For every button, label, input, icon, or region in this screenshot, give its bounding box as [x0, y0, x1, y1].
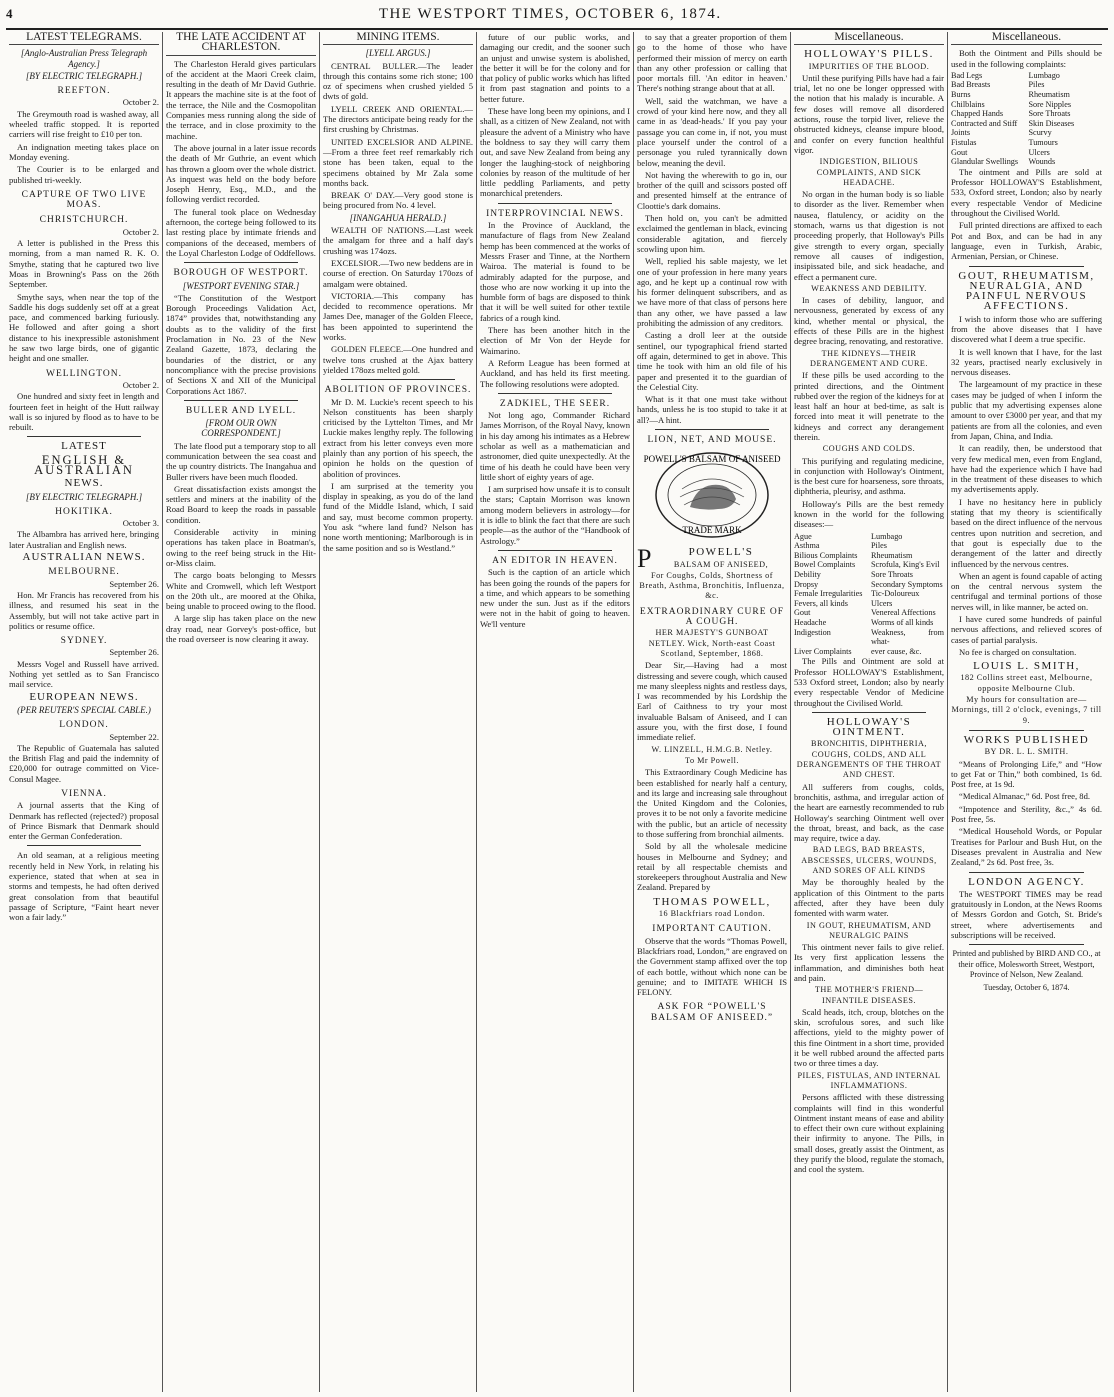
- newspaper-title: THE WESTPORT TIMES, OCTOBER 6, 1874.: [378, 6, 722, 22]
- date: October 2.: [122, 379, 159, 390]
- article-text: I have no hesitancy here in publicly stating that my theory is scientifically based on the direct influence of the nervous centres upon nutrition and secretion, and that gout is especially due to the derangement of the latter and directly influenced by the nervous centres.: [951, 496, 1102, 569]
- section-heading: MINING ITEMS.: [323, 32, 473, 45]
- list-item: Sore Throats: [871, 570, 913, 580]
- article-text: GOLDEN FLEECE.—One hundred and twelve tons crushed at the Ajax battery yielded 178ozs melted gold.: [323, 344, 473, 375]
- article-text: The above journal in a later issue records the death of Mr Guthrie, an event which has thrown a gloom over the whole district. As inquest was held on the body before Joseph Henry, Esq., M.D., and the following verdict recorded.: [166, 142, 316, 205]
- headline-european-news: EUROPEAN NEWS.: [29, 690, 139, 703]
- headline-borough: BOROUGH OF WESTPORT.: [173, 268, 309, 279]
- article-text: The funeral took place on Wednesday afternoon, the cortege being followed to its last resting place by intimate friends and companions of the deceased, members of the Loyal Charleston Lodge of Oddfellows.: [166, 206, 316, 258]
- article-text: What is it that one must take without hands, unless he is too stupid to take it at all?—A hint.: [637, 394, 787, 425]
- article-text: Not having the wherewith to go in, our brother of the quill and scissors posted off and presented himself at the entrance of Cloottie's dark domains.: [637, 169, 787, 211]
- advert-subhead: IMPURITIES OF THE BLOOD.: [808, 61, 930, 71]
- list-item: Ulcers: [871, 598, 893, 608]
- advert-subhead: THE KIDNEYS—THEIR DERANGEMENT AND CURE.: [810, 348, 928, 368]
- article-text: EXCELSIOR.—Two new beddens are in course of erection. On Saturday 170ozs of amalgam were obtained.: [323, 257, 473, 289]
- headline-latest: LATEST: [61, 440, 107, 453]
- column-6: [791, 32, 948, 1392]
- list-item: Ulcers: [1028, 147, 1050, 157]
- complaint-list: [951, 71, 1102, 167]
- headline-zadkiel: ZADKIEL, THE SEER.: [499, 398, 611, 409]
- dateline-sydney: SYDNEY.: [60, 636, 108, 647]
- list-item: Burns: [951, 90, 971, 100]
- headline-ask-for: ASK FOR “POWELL'S BALSAM OF ANISEED.”: [650, 1002, 774, 1023]
- article-text: A large slip has taken place on the new dray road, near Gorvey's post-office, but the road overseer is now clearing it away.: [166, 613, 316, 645]
- article-text: No fee is charged on consultation.: [959, 646, 1077, 657]
- list-item: Skin Diseases: [1028, 118, 1075, 128]
- list-item: Joints: [951, 128, 971, 138]
- list-item: Piles: [871, 541, 887, 551]
- advert-text: To Mr Powell.: [685, 755, 739, 765]
- article-text: WEALTH OF NATIONS.—Last week the amalgam for three and a half day's crushing was 174ozs.: [323, 225, 473, 256]
- article-text: Dear Sir,—Having had a most distressing and severe cough, which caused me many sleepless nights and restless days, I was recommended by his Lordship the Earl of Caithness to try your most invaluable Balsam of Aniseed, and I can assure you, with the first dose, I found immediate relief.: [637, 660, 787, 743]
- article-text: Full printed directions are affixed to each Pot and Box, and can be had in any language, even in Turkish, Arabic, Armenian, Persian, or Chinese.: [951, 220, 1102, 262]
- advert-title: LONDON AGENCY.: [968, 875, 1085, 888]
- list-item: Glandular Swellings: [951, 157, 1019, 167]
- list-item: Ague: [794, 531, 812, 541]
- article-text: It is well known that I have, for the last 32 years, practised nearly exclusively in nervous diseases.: [951, 346, 1102, 378]
- article-text: “Medical Almanac,” 6d. Post free, 8d.: [959, 791, 1091, 802]
- advert-text: HER MAJESTY'S GUNBOAT NETLEY. Wick, North-east Coast Scotland, September, 1868.: [648, 628, 776, 658]
- source-note: [LYELL ARGUS.]: [365, 48, 431, 59]
- agency-note: [Anglo-Australian Press Telegraph Agency.]: [20, 48, 148, 69]
- headline-news: NEWS.: [64, 477, 104, 490]
- advert-name: LOUIS L. SMITH,: [973, 660, 1080, 673]
- headline-interprovincial: INTERPROVINCIAL NEWS.: [486, 208, 624, 219]
- article-text: These have long been my opinions, and I shall, as a citizen of New Zealand, not with pleasure the advent of a Ministry who have the boldness to say they will carry them out, and save New Zealand from being any longer the laughing-stock of neighboring colonies by reason of the multitude of her little peddling Parliaments, and petty monarchical pretenders.: [480, 106, 630, 199]
- dateline-hokitika: HOKITIKA.: [55, 506, 113, 517]
- list-item: Rheumatism: [871, 550, 913, 560]
- column-7: [948, 32, 1105, 1392]
- list-item: Indigestion: [794, 627, 831, 637]
- list-item: Gout: [794, 608, 811, 618]
- article-text: Observe that the words “Thomas Powell, Blackfriars road, London,” are engraved on the Government stamp affixed over the top of each bottle, without which none can be genuine; and to IMITATE WHICH IS FELONY.: [637, 935, 787, 998]
- column-4: [477, 32, 634, 1392]
- advert-subhead: IN GOUT, RHEUMATISM, AND NEURALGIC PAINS: [806, 920, 932, 940]
- article-text: Such is the caption of an article which has been going the rounds of the papers for a time, and which appears to be something new under the sun. Just as if the editors were not in the habit of going to heaven. We'll venture: [480, 567, 630, 629]
- byline: (PER REUTER'S SPECIAL CABLE.): [17, 704, 151, 715]
- advert-title: HOLLOWAY'S PILLS.: [804, 48, 934, 61]
- article-text: The WESTPORT TIMES may be read gratuitously in London, at the News Rooms of Messrs Gordon and Gotch, St. Bride's street, where advertisements and subscriptions will be received.: [951, 888, 1102, 941]
- article-text: All sufferers from coughs, colds, bronchitis, asthma, and irregular action of the heart are earnestly recommended to rub Holloway's searching Ointment well over the throat, breast, and back, as the case may require, twice a day.: [794, 781, 944, 844]
- article-text: CENTRAL BULLER.—The leader through this contains some rich stone; 100 oz of specimens when crushed yielded 5 dwts of gold.: [323, 60, 473, 102]
- list-item: Tic-Doloureux: [871, 589, 920, 599]
- article-text: Hon. Mr Francis has recovered from his illness, and resumed his seat in the Assembly, but will not take active part in politics or resume office.: [9, 589, 159, 631]
- list-item: Scurvy: [1028, 128, 1052, 138]
- list-item: Contracted and Stiff: [951, 118, 1018, 128]
- section-heading: LATEST TELEGRAMS.: [9, 32, 159, 45]
- list-item: Secondary Symptoms: [871, 579, 943, 589]
- article-text: “Means of Prolonging Life,” and “How to get Fat or Thin,” both combined, 1s 6d. Post free, at 1s 9d.: [951, 758, 1102, 790]
- list-item: Lumbago: [871, 531, 903, 541]
- article-text: In cases of debility, languor, and nervousness, generated by excess of any kind, whether mental or physical, the effects of these Pills are in the highest degree bracing, renovating, and restorative.: [794, 295, 944, 347]
- section-heading: Miscellaneous.: [794, 32, 944, 45]
- headline-lion-net-mouse: LION, NET, AND MOUSE.: [647, 434, 777, 445]
- dateline-christchurch: CHRISTCHURCH.: [39, 215, 129, 226]
- column-2: [163, 32, 320, 1392]
- article-text: The Albambra has arrived here, bringing later Australian and English news.: [9, 529, 159, 550]
- column-3: [320, 32, 477, 1392]
- article-text: No organ in the human body is so liable to disorder as the liver. Remember when nausea, flatulency, or acidity on the stomach, warns us that digestion is not proceeding properly, that Holloway's Pills give strength to every organ, specially remove all causes of indigestion, insipissated bile, and sick headache, and effect a permanent cure.: [794, 189, 944, 282]
- date: September 26.: [109, 578, 159, 589]
- list-item: Tumours: [1028, 138, 1058, 148]
- list-item: Gout: [951, 147, 968, 157]
- columns: [6, 32, 1108, 1392]
- article-text: “Impotence and Sterility, &c.,” 4s 6d. Post free, 5s.: [951, 803, 1102, 825]
- article-text: A Reform League has been formed at Auckland, and has held its first meeting. The following resolutions were adopted.: [480, 357, 630, 389]
- article-text: Sold by all the wholesale medicine houses in Melbourne and Sydney; and retail by all respectable chemists and storekeepers throughout Australia and New Zealand. Prepared by: [637, 841, 787, 893]
- article-text: In the Province of Auckland, the manufacture of flags from New Zealand hemp has been commenced at the works of Messrs Fraser and Tinne, at the Northern Wairoa. The material is found to be admirably adapted for the purpose, and those who are now working it up into the humble form of bags are disposed to think that it will be well suited for other textile fabrics of a rough kind.: [480, 220, 630, 323]
- signature: W. LINZELL, H.M.G.B. Netley.: [651, 744, 773, 754]
- article-text: “The Constitution of the Westport Borough Proceedings Validation Act, 1874” provides that, notwithstanding any doubts as to the validity of the first Proclamation in No. 23 of the New Zealand Gazette, 1873, declaring the boundaries of the district, or any noncompliance with the precise provisions of Sections X and XII of the Municipal Corporations Act 1867.: [166, 292, 316, 396]
- article-text: The Republic of Guatemala has saluted the British Flag and paid the indemnity of £20,000 for outrage committed on Vice-Consul Magee.: [9, 742, 159, 784]
- dateline-reefton: REEFTON.: [57, 86, 111, 97]
- dateline-london: LONDON.: [59, 720, 109, 731]
- article-text: I wish to inform those who are suffering from the above diseases that I have discovered what I deem a true specific.: [951, 313, 1102, 345]
- list-item: Wounds: [1028, 157, 1056, 167]
- article-text: This Extraordinary Cough Medicine has been established for nearly half a century, and its large and increasing sale throughout the United Kingdom and the Colonies, proves it to be not only a favorite medicine with the public, but an article of necessity to those suffering from bronchial ailments.: [637, 767, 787, 839]
- article-text: This ointment never fails to give relief. Its very first application lessens the inflammation, and diminishes both heat and pain.: [794, 942, 944, 983]
- advert-subtitle: BALSAM OF ANISEED,: [673, 559, 769, 569]
- advert-title: WORKS PUBLISHED: [963, 733, 1090, 746]
- section-heading: Miscellaneous.: [951, 32, 1102, 45]
- date: October 2.: [122, 97, 159, 108]
- headline-caution: IMPORTANT CAUTION.: [652, 924, 772, 935]
- article-text: BREAK O' DAY.—Very good stone is being procured from No. 4 level.: [323, 190, 473, 211]
- article-text: The largeamount of my practice in these cases may be judged of when I inform the public that my advertising expenses alone amount to over £3000 per year, and that my patients are from all the colonies, and even from Japan, China, and India.: [951, 379, 1102, 441]
- article-text: The cargo boats belonging to Messrs White and Cromwell, which left Westport on the 20th ult., are moored at the Ohika, being unable to proceed owing to the flood.: [166, 570, 316, 612]
- article-text: VICTORIA.—This company has decided to recommence operations. Mr James Dee, manager of the Golden Fleece, has been appointed to superintend the works.: [323, 290, 473, 343]
- article-text: Well, said the watchman, we have a crowd of your kind here now, and they all came in as 'dead-heads.' If you pay your passage you can come in, if not, you must place yourself under the control of a personage you ruled tyrannically down below, meaning the devil.: [637, 95, 787, 168]
- masthead: [6, 6, 1108, 30]
- date: September 26.: [109, 647, 159, 658]
- list-item: Scrofula, King's Evil: [871, 560, 940, 570]
- article-text: Not long ago, Commander Richard James Morrison, of the Royal Navy, known in his day among his intimates as a Hebrew scholar as well as a mathematician and astronomer, died quite unexpectedly. At the time of his death he could have been very little short of eighty years of age.: [480, 410, 630, 482]
- article-text: Messrs Vogel and Russell have arrived. Nothing yet settled as to San Francisco mail service.: [9, 658, 159, 690]
- headline-editor-heaven: AN EDITOR IN HEAVEN.: [492, 555, 618, 566]
- page-number: 4: [6, 6, 13, 21]
- headline-moas: CAPTURE OF TWO LIVE MOAS.: [21, 189, 147, 211]
- source-note: [INANGAHUA HERALD.]: [349, 212, 447, 223]
- byline: [BY ELECTRIC TELEGRAPH.]: [25, 70, 143, 81]
- headline-eng-aus: ENGLISH & AUSTRALIAN: [34, 452, 134, 477]
- article-text: There has been another hitch in the election of Mr Von der Heyde for Waimarino.: [480, 325, 630, 356]
- advert-subhead: INDIGESTION, BILIOUS COMPLAINTS, AND SICK HEADACHE.: [816, 157, 922, 187]
- list-item: Dropsy: [794, 579, 819, 589]
- article-text: A letter is published in the Press this morning, from a man named R. K. O. Smythe, stating that he captured two live Moas in Browning's Pass on the 26th September.: [9, 238, 159, 290]
- column-1: [6, 32, 163, 1392]
- headline-buller: BULLER AND LYELL.: [185, 405, 297, 416]
- headline-abolition: ABOLITION OF PROVINCES.: [324, 385, 472, 396]
- list-item: Asthma: [794, 541, 820, 551]
- advert-text: For Coughs, Colds, Shortness of Breath, Asthma, Bronchitis, Influenza, &c.: [639, 570, 785, 601]
- svg-text:TRADE MARK: TRADE MARK: [682, 525, 742, 536]
- list-item: Lumbago: [1028, 70, 1060, 80]
- list-item: Headache: [794, 618, 827, 627]
- powells-trade-mark-seal: [643, 449, 781, 541]
- list-item: Female Irregularities: [794, 589, 863, 599]
- article-text: Smythe says, when near the top of the Saddle his dogs suddenly set off at a great pace, and commenced barking furiously. He followed and after going a short distance to his inexpressible astonishment he saw two large birds, one of gigantic height and one smaller.: [9, 291, 159, 364]
- article-text: Considerable activity in mining operations has taken place in Boatman's, owing to the reef being struck in the Hit-or-Miss claim.: [166, 527, 316, 568]
- column-5: [634, 32, 791, 1392]
- headline-australian-news: AUSTRALIAN NEWS.: [22, 551, 146, 564]
- article-text: Until these purifying Pills have had a fair trial, let no one be longer oppressed with the notion that his malady is incurable. A few doses will remove all disordered actions, rouse the torpid liver, relieve the obstructed kidneys, cleanse impure blood, and confer on every function healthful vigor.: [794, 72, 945, 155]
- article-text: Holloway's Pills are the best remedy known in the world for the following diseases:—: [794, 498, 944, 530]
- list-item: Sore Throats: [1028, 109, 1071, 119]
- advert-subhead: THE MOTHER'S FRIEND—INFANTILE DISEASES.: [814, 985, 924, 1005]
- article-text: “Medical Household Words, or Popular Treatises for Parlour and Bush Hut, on the Diseases prevalent in Australia and New Zealand,” 2s 6d. Post free, 3s.: [951, 826, 1102, 868]
- dateline-wellington: WELLINGTON.: [46, 368, 122, 379]
- article-text: Both the Ointment and Pills should be used in the following complaints:: [951, 48, 1102, 69]
- advert-address: 16 Blackfriars road London.: [658, 909, 766, 919]
- list-item: Liver Complaints: [794, 646, 852, 656]
- article-text: Casting a droll leer at the outside sentinel, our typographical friend started off again, determined to get in above. This time he took with him an old file of his paper and presented it to the guardian of the Celestial City.: [637, 330, 787, 392]
- list-item: Chapped Hands: [951, 109, 1004, 119]
- dateline-vienna: VIENNA.: [61, 789, 107, 799]
- article-text: An indignation meeting takes place on Monday evening.: [9, 141, 159, 162]
- advert-subhead: COUGHS AND COLDS.: [822, 444, 916, 454]
- list-item: Chilblains: [951, 99, 985, 109]
- article-text: Persons afflicted with these distressing complaints will find in this wonderful Ointment instant means of ease and ability to effect their own cure without explaining their infirmity to anyone. The Pills, in small doses, greatly assist the Ointment, as they purify the blood, regulate the stomach, and cool the system.: [794, 1092, 944, 1175]
- article-text: If these pills be used according to the printed directions, and the Ointment rubbed over the region of the kidneys for at least half an hour at bed-time, as salt is forced into meat it will penetrate to the kidneys and correct any derangement therein.: [794, 370, 944, 442]
- advert-title: GOUT, RHEUMATISM, NEURALGIA, AND PAINFUL NERVOUS AFFECTIONS.: [958, 269, 1095, 313]
- list-item: Weakness, from what-: [871, 627, 944, 647]
- list-item: ever cause, &c.: [871, 646, 922, 656]
- advert-title: P POWELL'S: [637, 544, 754, 574]
- list-item: Bowel Complaints: [794, 560, 856, 570]
- article-text: The late flood put a temporary stop to all communication between the sea coast and the up country districts. The Inangahua and Buller rivers have been much flooded.: [166, 440, 316, 482]
- source-note: [WESTPORT EVENING STAR.]: [182, 280, 300, 291]
- list-item: Rheumatism: [1028, 90, 1070, 100]
- imprint: Printed and published by BIRD AND CO., at their office, Molesworth Street, Westport, Province of Nelson, New Zealand.: [952, 949, 1101, 979]
- advert-subhead: WEAKNESS AND DEBILITY.: [811, 283, 927, 293]
- list-item: Venereal Affections: [871, 608, 936, 618]
- advert-hours: My hours for consultation are—Mornings, till 2 o'clock, evenings, 7 till 9.: [951, 695, 1102, 725]
- article-text: Mr D. M. Luckie's recent speech to his Nelson constituents has been sharply criticised by the Lyttelton Times, and Mr Luckie makes lengthy reply. The following extract from his letter conveys even more plainly than any portion of his speech, the opinion he holds on the question of abolition of provinces.: [323, 396, 473, 479]
- article-text: When an agent is found capable of acting on the central nervous system the centrifugal and terminal portions of those nerves will, in like manner, be acted on.: [951, 570, 1102, 612]
- list-item: Debility: [794, 570, 821, 580]
- list-item: Bad Breasts: [951, 80, 991, 90]
- article-text: I am surprised at the temerity you display in speaking, as you do of the land fund of the Middle Island, which, I said and say, must become common property. You ask “where land fund? Nelson has none worth mentioning; Marlborough is in the same position and so is Westland.”: [323, 480, 473, 553]
- article-text: LYELL CREEK AND ORIENTAL.—The directors anticipate being ready for the first crushing by Christmas.: [323, 103, 473, 135]
- byline: [BY ELECTRIC TELEGRAPH.]: [25, 491, 143, 502]
- article-text: The Courier is to be enlarged and published tri-weekly.: [9, 164, 159, 185]
- article-text: Then hold on, you can't be admitted exclaimed the gentleman in black, evincing considerable agitation, and fiercely scowling upon him.: [637, 213, 787, 254]
- list-item: Fevers, all kinds: [794, 598, 848, 608]
- date: October 3.: [122, 518, 159, 529]
- list-item: Sore Nipples: [1028, 99, 1072, 109]
- article-text: It can readily, then, be understood that very few medical men, even from England, have had the experience which I have had in the treatment of these diseases to which my advertisements apply.: [951, 443, 1102, 495]
- article-text: UNITED EXCELSIOR AND ALPINE.—From a three feet reef remarkably rich stone has been taken, equal to the specimens obtained by Mr Zala some months back.: [323, 136, 473, 188]
- list-item: Bad Legs: [951, 70, 983, 80]
- date: September 22.: [109, 731, 159, 742]
- date: October 2.: [122, 226, 159, 237]
- article-text: I have cured some hundreds of painful nervous affections, and relieved scores of cases of partial paralysis.: [951, 614, 1102, 645]
- advert-title: HOLLOWAY'S OINTMENT.: [826, 715, 912, 739]
- advert-subhead: BY DR. L. L. SMITH.: [984, 747, 1069, 757]
- article-text: Great dissatisfaction exists amongst the settlers and miners at the inability of the Road Board to keep the roads in passable condition.: [166, 483, 316, 525]
- article-text: One hundred and sixty feet in length and fourteen feet in height of the Hutt railway wall is so injured by flood as to have to be rebuilt.: [9, 391, 159, 433]
- list-item: Fistulas: [951, 138, 977, 148]
- advert-subhead: PILES, FISTULAS, AND INTERNAL INFLAMMATIONS.: [797, 1070, 941, 1090]
- article-text: future of our public works, and damaging our credit, and the sooner such an unjust and unwise system is abolished, the better it will be for the colony and for that policy of public works which has lifted it from past stagnation and points to a better future.: [480, 32, 630, 104]
- article-text: Well, replied his sable majesty, we let one of your profession in here many years ago, and he kept up a continual row with his former delinquent subscribers, and as we have more of that class of persons here than any other, we have passed a law prohibiting the admission of any creditors.: [637, 256, 787, 329]
- list-item: Bilious Complaints: [794, 550, 858, 560]
- article-text: The Charleston Herald gives particulars of the accident at the Maori Creek claim, resulting in the death of Mr David Guthrie. It appears the machine site is at the foot of the terrace, the Nile and the Cosmopolitan Companies mess running along the side of the terrace, and in close proximity to the machine.: [166, 58, 316, 141]
- imprint-date: Tuesday, October 6, 1874.: [983, 983, 1070, 993]
- advert-address: 182 Collins street east, Melbourne, opposite Melbourne Club.: [960, 673, 1093, 693]
- section-heading: THE LATE ACCIDENT AT CHARLESTON.: [166, 32, 316, 56]
- advert-maker: THOMAS POWELL,: [653, 895, 771, 908]
- disease-list: [794, 532, 944, 657]
- advert-subhead: BAD LEGS, BAD BREASTS, ABSCESSES, ULCERS, WOUNDS, AND SORES OF ALL KINDS: [801, 845, 937, 876]
- article-text: May be thoroughly healed by the application of this Ointment to the parts affected, after they have been duly fomented with warm water.: [794, 877, 944, 919]
- list-item: Piles: [1028, 80, 1045, 90]
- article-text: Scald heads, itch, croup, blotches on the skin, scrofulous sores, and such like affections, yield to the mighty power of this fine Ointment in a short time, provided it be well rubbed around the affected parts two or three times a day.: [794, 1006, 944, 1069]
- article-text: The ointment and Pills are sold at Professor HOLLOWAY'S Establishment, 533, Oxford street, London; also by nearly every respectable Vendor of Medicine throughout the Civilised World.: [951, 166, 1102, 219]
- dateline-melbourne: MELBOURNE.: [48, 567, 120, 578]
- article-text: The Greymouth road is washed away, all wheeled traffic stopped. It is reported carriers will rise freight to £10 per ton.: [9, 108, 159, 140]
- article-text: An old seaman, at a religious meeting recently held in New York, in relating his experience, stated that when at sea in storms and tempests, he had often derived great consolation from that beautiful passage of Scripture, “Faint heart never won a fair lady.”: [9, 850, 159, 923]
- article-text: This purifying and regulating medicine, in conjunction with Holloway's Ointment, is the best cure for hoarseness, sore throats, diphtheria, pleurisy, and asthma.: [794, 455, 944, 497]
- source-note: [FROM OUR OWN CORRESPONDENT.]: [201, 418, 281, 439]
- article-text: to say that a greater proportion of them go to the home of those who have performed their mission of mercy on earth than any other profession or calling that poor mortals fill. 'An editor in heaven.' There's nothing strange about that at all.: [637, 32, 787, 94]
- headline-extraordinary-cure: EXTRAORDINARY CURE OF A COUGH.: [639, 606, 785, 628]
- article-text: I am surprised how unsafe it is to consult the stars; Captain Morrison was known among modern believers in astrology—for it is idle to blink the fact that there are such people—as the author of the “Handbook of Astrology.”: [480, 484, 630, 546]
- list-item: Worms of all kinds: [871, 618, 934, 627]
- article-text: A journal asserts that the King of Denmark has reflected (rejected?) proposal of Prince Bismark that Denmark should enter the German Confederation.: [9, 800, 159, 842]
- article-text: The Pills and Ointment are sold at Professor HOLLOWAY'S Establishment, 533 Oxford street, London; also by nearly every respectable Vendor of Medicine throughout the Civilised World.: [794, 656, 944, 708]
- advert-subhead: BRONCHITIS, DIPHTHERIA, COUGHS, COLDS, AND ALL DERANGEMENTS OF THE THROAT AND CHEST.: [796, 739, 942, 780]
- svg-text:POWELL'S BALSAM OF ANISEED: POWELL'S BALSAM OF ANISEED: [643, 454, 781, 465]
